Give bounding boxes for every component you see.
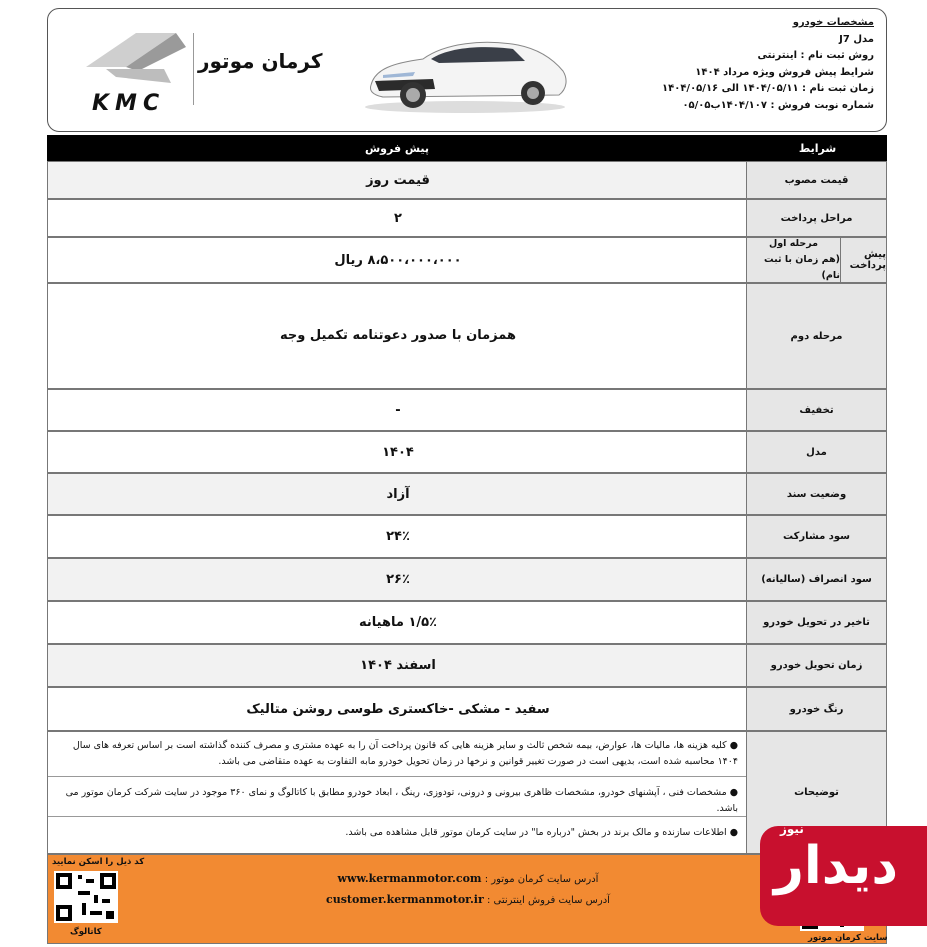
catalog-qr-icon[interactable] [54, 871, 118, 923]
site-address-line [298, 869, 638, 890]
note-item: ● مشخصات فنی ، آپشنهای خودرو، مشخصات ظاهری بیرونی و درونی، تودوزی، رینگ ، ابعاد خودرو مطابق با کاتالوگ و نمای ۳۶۰ موجود در سایت شرکت کرمان موتور می باشد. [48, 776, 748, 816]
first-stage-note: (هم زمان با ثبت نام) [764, 254, 840, 281]
car-specs [634, 15, 874, 114]
sales-address-label: آدرس سایت فروش اینترنتی : [486, 895, 610, 906]
footer-addresses [298, 869, 638, 911]
qr-scan-hint: کد ذیل را اسکن نمایید [52, 857, 145, 867]
catalog-qr-caption: کاتالوگ [70, 927, 102, 937]
cancellation-profit-label: سود انصراف (سالیانه) [746, 559, 886, 600]
discount-value: - [395, 402, 401, 418]
note-item: ● کلیه هزینه ها، مالیات ها، عوارض، بیمه شخص ثالث و سایر هزینه هایی که قانون پرداخت آن را به عهده مشتری و مصرف کننده گذاشته است بر اساس تعرفه های سال ۱۴۰۴ محاسبه شده است، بدیهی است در صورت تغییر قوانین و نرخها در زمان تحویل خودرو مابه التفاوت به عهده متقاضی می باشد. [72, 740, 738, 767]
table-row [47, 687, 887, 731]
logo-persian-text: کرمان موتور [198, 49, 323, 73]
specs-model: مدل J7 [839, 33, 874, 45]
first-stage-label [746, 238, 840, 282]
watermark-sub: نیوز [780, 822, 804, 836]
approved-price-label: قیمت مصوب [746, 162, 886, 198]
table-header-row [47, 135, 887, 161]
table-row [47, 389, 887, 431]
table-row [47, 199, 887, 237]
first-payment-value: ۸،۵۰۰،۰۰۰،۰۰۰ ریال [334, 252, 462, 268]
note-item: ● اطلاعات سازنده و مالک برند در بخش "درباره ما" در سایت کرمان موتور قابل مشاهده می باشد. [48, 816, 748, 854]
second-stage-label: مرحله دوم [746, 284, 886, 388]
discount-label: تخفیف [746, 390, 886, 430]
table-row [47, 161, 887, 199]
table-row [47, 237, 887, 283]
partnership-profit-value: ۲۴٪ [386, 529, 410, 544]
table-row [47, 515, 887, 558]
second-stage-value: همزمان با صدور دعوتنامه تکمیل وجه [280, 328, 516, 343]
notes-label: توضیحات [746, 732, 886, 853]
model-year-value: ۱۴۰۴ [382, 444, 414, 460]
car-color-value: سفید - مشکی -خاکستری طوسی روشن متالیک [246, 701, 550, 717]
site-qr-caption: سایت کرمان موتور [808, 933, 888, 943]
specs-title: مشخصات خودرو [792, 17, 874, 28]
table-row [47, 431, 887, 473]
brand-logo [68, 19, 323, 119]
document-status-label: وضعیت سند [746, 474, 886, 514]
payment-stages-value: ۲ [394, 210, 402, 226]
delivery-time-value: اسفند ۱۴۰۴ [48, 645, 748, 686]
delivery-delay-value: ۱/۵٪ ماهیانه [359, 615, 437, 630]
table-header-label: شرایط [798, 141, 837, 155]
approved-price-value: قیمت روز [48, 162, 748, 198]
car-image [353, 23, 578, 115]
model-year-label: مدل [746, 432, 886, 472]
table-row [47, 601, 887, 644]
logo-divider [193, 33, 194, 105]
prepayment-label: پیش پرداخت [840, 238, 886, 282]
payment-stages-label: مراحل پرداخت [746, 200, 886, 236]
cancellation-profit-value: ۲۶٪ [48, 559, 748, 600]
delivery-time-label: زمان تحویل خودرو [746, 645, 886, 686]
header-box [47, 8, 887, 132]
kmc-emblem-icon [76, 27, 196, 87]
table-row [47, 558, 887, 601]
specs-reg-method: روش ثبت نام : اینترنتی [757, 50, 874, 61]
specs-reg-time: زمان ثبت نام : ۱۴۰۴/۰۵/۱۱ الی ۱۴۰۴/۰۵/۱۶ [662, 83, 874, 94]
specs-conditions: شرایط پیش فروش ویژه مرداد ۱۴۰۴ [695, 66, 874, 78]
logo-kmc-text: KMC [92, 91, 166, 116]
table-row [47, 644, 887, 687]
table-row [47, 473, 887, 515]
specs-sale-number: شماره نوبت فروش : ۱۴۰۴/۱۰۷ب۰۵/۰۵ [682, 99, 874, 111]
watermark-logo [760, 822, 927, 926]
partnership-profit-label: سود مشارکت [746, 516, 886, 557]
delivery-delay-label: تاخیر در تحویل خودرو [746, 602, 886, 643]
document-status-value: آزاد [48, 474, 748, 514]
car-color-label: رنگ خودرو [746, 688, 886, 730]
site-address-label: آدرس سایت کرمان موتور : [484, 874, 599, 885]
first-stage-title: مرحله اول [769, 238, 818, 249]
table-header-value: پیش فروش [364, 141, 430, 155]
price-sheet [47, 8, 887, 944]
table-row [47, 283, 887, 389]
sales-url-link[interactable]: customer.kermanmotor.ir [326, 893, 484, 906]
site-url-link[interactable]: www.kermanmotor.com [337, 872, 482, 885]
sales-address-line [298, 890, 638, 911]
watermark-text: دیدار [774, 836, 899, 896]
